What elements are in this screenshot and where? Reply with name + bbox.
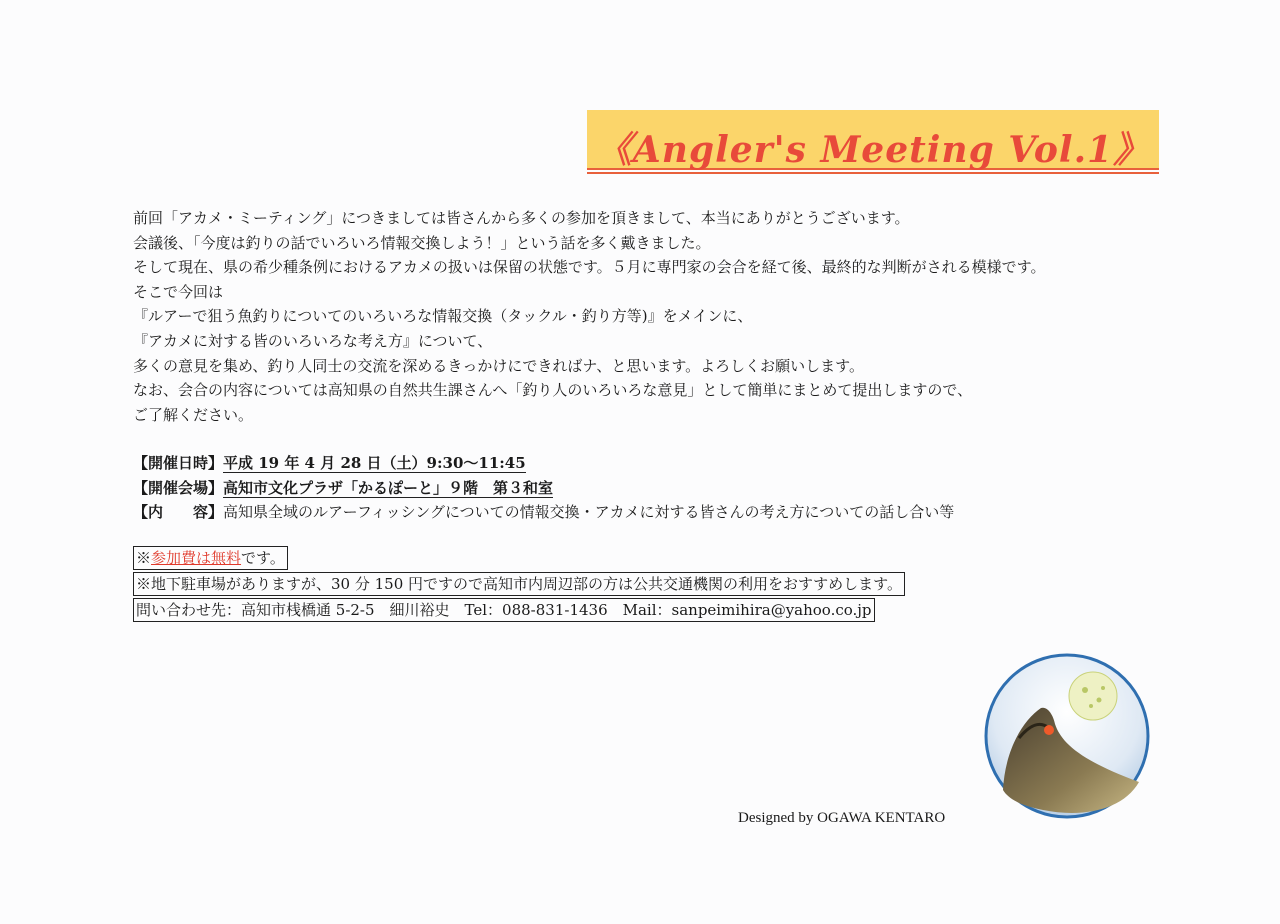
- intro-line: 前回「アカメ・ミーティング」につきましては皆さんから多くの参加を頂きまして、本当にありがとうございます。: [133, 209, 910, 227]
- event-details: [133, 451, 1133, 525]
- intro-line: そこで今回は: [133, 282, 224, 301]
- page-title: 《Angler's Meeting Vol.1》: [595, 129, 1151, 171]
- intro-line: なお、会合の内容については高知県の自然共生課さんへ「釣り人のいろいろな意見」として簡単にまとめて提出しますので、: [133, 381, 973, 400]
- content-label: 【内 容】: [133, 503, 224, 521]
- intro-line: ご了解ください。: [133, 405, 254, 424]
- fish-moon-logo: [983, 650, 1151, 822]
- intro-line: 多くの意見を集め、釣り人同士の交流を深めるきっかけにできればナ、と思います。よろしくお願いします。: [133, 356, 864, 375]
- fee-prefix: ※: [136, 549, 152, 567]
- title-banner: [587, 110, 1159, 170]
- date-value: 平成 19 年 4 月 28 日（土）9:30〜11:45: [223, 454, 526, 472]
- content-value: 高知県全域のルアーフィッシングについての情報交換・アカメに対する皆さんの考え方についての話し合い等: [223, 503, 955, 521]
- venue-value: 高知市文化プラザ「かるぽーと」９階 第３和室: [223, 478, 554, 497]
- fee-suffix: です。: [241, 549, 285, 567]
- date-label: 【開催日時】: [133, 454, 224, 472]
- fee-note: [133, 546, 288, 570]
- intro-line: 『アカメに対する皆のいろいろな考え方』について、: [133, 331, 493, 350]
- intro-text: [133, 206, 1133, 427]
- notes: [133, 546, 905, 624]
- contact-note: 問い合わせ先：高知市桟橋通 5-2-5 細川裕史 Tel：088-831-1436 Mail：sanpeimihira@yahoo.co.jp: [133, 598, 875, 622]
- content-row: [133, 500, 1133, 525]
- intro-line: そして現在、県の希少種条例におけるアカメの扱いは保留の状態です。５月に専門家の会合を経て後、最終的な判断がされる模様です。: [133, 258, 1046, 277]
- date-row: [133, 451, 1133, 476]
- designer-credit: Designed by OGAWA KENTARO: [738, 810, 946, 826]
- fee-highlight: 参加費は無料: [151, 549, 242, 567]
- intro-line: 『ルアーで狙う魚釣りについてのいろいろな情報交換（タックル・釣り方等)』をメインに、: [133, 307, 753, 326]
- parking-note: ※地下駐車場がありますが、30 分 150 円ですので高知市内周辺部の方は公共交通機関の利用をおすすめします。: [133, 572, 905, 596]
- intro-line: 会議後、「今度は釣りの話でいろいろ情報交換しよう！」という話を多く戴きました。: [133, 233, 711, 252]
- venue-row: [133, 476, 1133, 501]
- venue-label: 【開催会場】: [133, 478, 224, 497]
